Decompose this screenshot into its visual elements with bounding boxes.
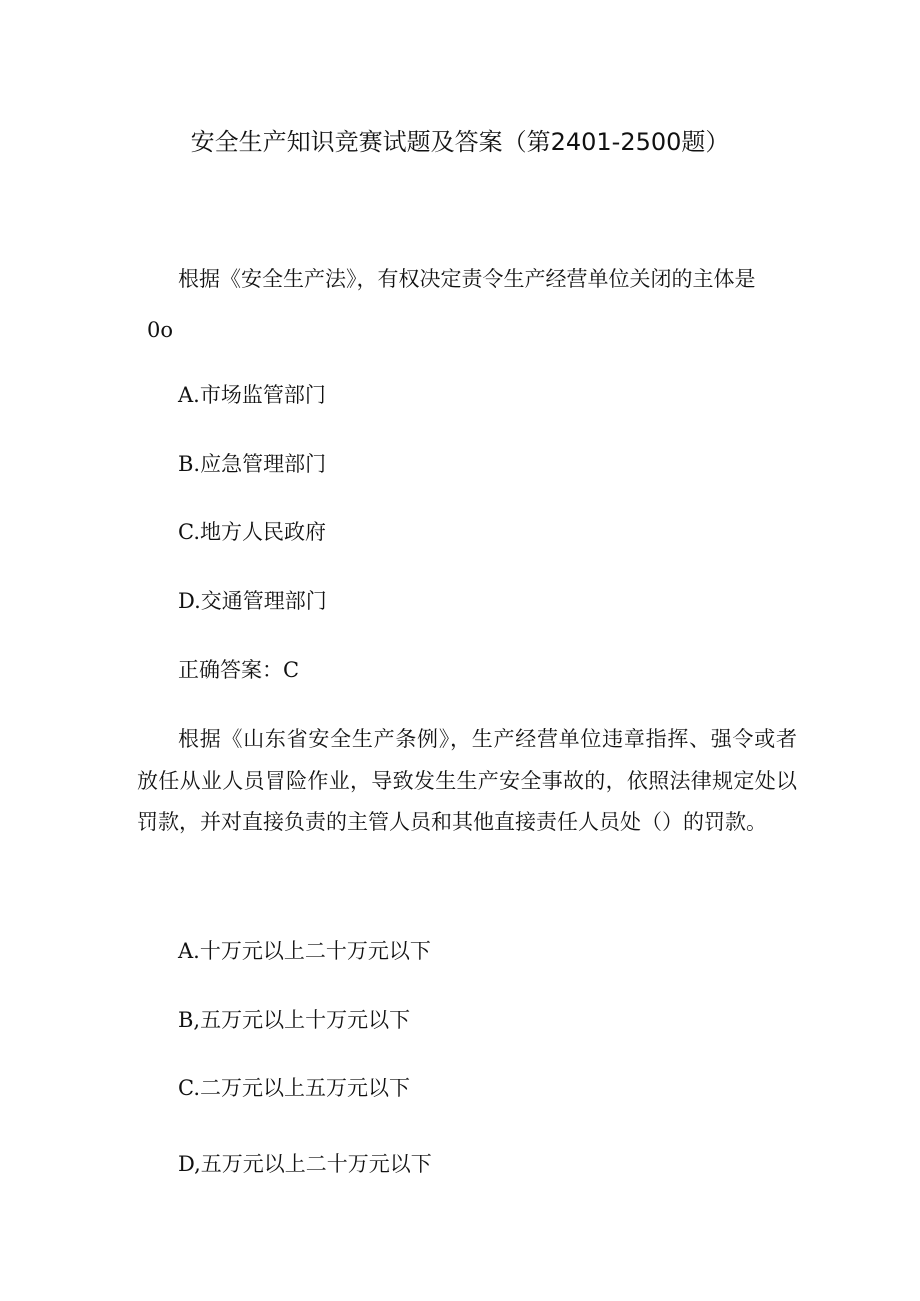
question-1-answer: 正确答案：C [178,658,300,682]
document-title: 安全生产知识竞赛试题及答案（第2401-2500题） [190,128,730,156]
question-1-stem-line-2: 0o [147,318,174,342]
question-1-option-b: B.应急管理部门 [178,452,327,476]
question-2-stem: 根据《山东省安全生产条例》，生产经营单位违章指挥、强令或者放任从业人员冒险作业，导致发生生产安全事故的，依照法律规定处以罚款，并对直接负责的主管人员和其他直接责任人员处（）的罚款。 [137,727,797,834]
question-2-option-b: B,五万元以上十万元以下 [178,1008,411,1032]
question-2-option-a: A.十万元以上二十万元以下 [178,939,431,963]
question-1-stem-line-1: 根据《安全生产法》，有权决定责令生产经营单位关闭的主体是 [178,267,756,291]
question-1-option-a: A.市场监管部门 [178,383,326,407]
question-2-option-c: C.二万元以上五万元以下 [178,1076,410,1100]
question-1-option-c: C.地方人民政府 [178,520,326,544]
question-1-option-d: D.交通管理部门 [178,589,327,613]
question-2-option-d: D,五万元以上二十万元以下 [178,1152,432,1176]
